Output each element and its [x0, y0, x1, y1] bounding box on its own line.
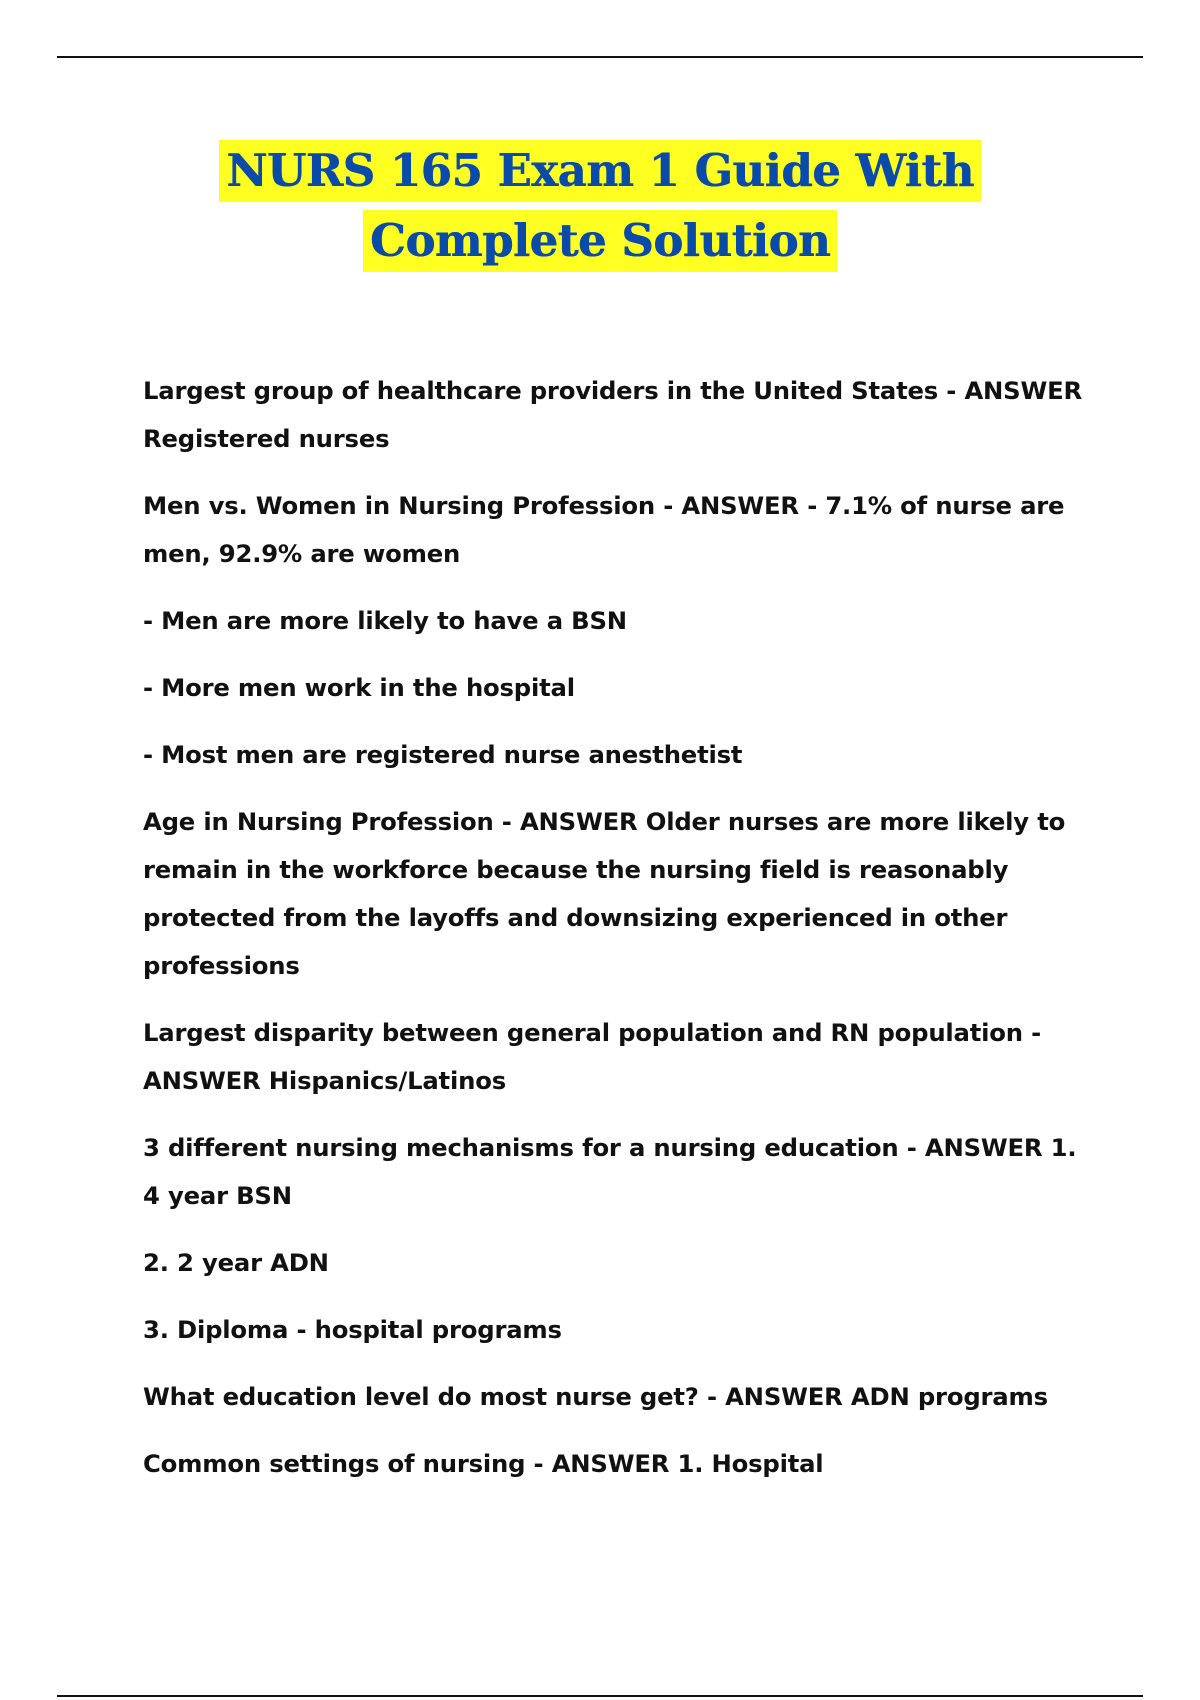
paragraph-men-hospital: - More men work in the hospital [143, 673, 575, 702]
paragraph-men-vs-women: Men vs. Women in Nursing Profession - ANSWER - 7.1% of nurse are men, 92.9% are women [143, 491, 1065, 568]
title-line-1 [0, 140, 1200, 210]
bottom-rule [57, 1695, 1143, 1697]
top-rule [57, 56, 1143, 58]
paragraph-disparity: Largest disparity between general population and RN population - ANSWER Hispanics/Latinos [143, 1018, 1042, 1095]
paragraph-men-bsn: - Men are more likely to have a BSN [143, 606, 627, 635]
document-title [0, 140, 1200, 280]
paragraph-largest-group: Largest group of healthcare providers in the United States - ANSWER Registered nurses [143, 376, 1082, 453]
document-body [143, 367, 1083, 1507]
title-text-2: Complete Solution [363, 210, 837, 272]
paragraph-diploma: 3. Diploma - hospital programs [143, 1315, 562, 1344]
paragraph-men-anesthetist: - Most men are registered nurse anesthetist [143, 740, 743, 769]
title-line-2 [0, 210, 1200, 280]
paragraph-education-level: What education level do most nurse get? - ANSWER ADN programs [143, 1382, 1048, 1411]
paragraph-age: Age in Nursing Profession - ANSWER Older nurses are more likely to remain in the workforce because the nursing field is reasonably protected from the layoffs and downsizing experienced in other professions [143, 807, 1066, 980]
title-text-1: NURS 165 Exam 1 Guide With [219, 140, 980, 202]
paragraph-education-mechanisms: 3 different nursing mechanisms for a nursing education - ANSWER 1. 4 year BSN [143, 1133, 1077, 1210]
paragraph-common-settings: Common settings of nursing - ANSWER 1. Hospital [143, 1449, 824, 1478]
paragraph-adn: 2. 2 year ADN [143, 1248, 329, 1277]
